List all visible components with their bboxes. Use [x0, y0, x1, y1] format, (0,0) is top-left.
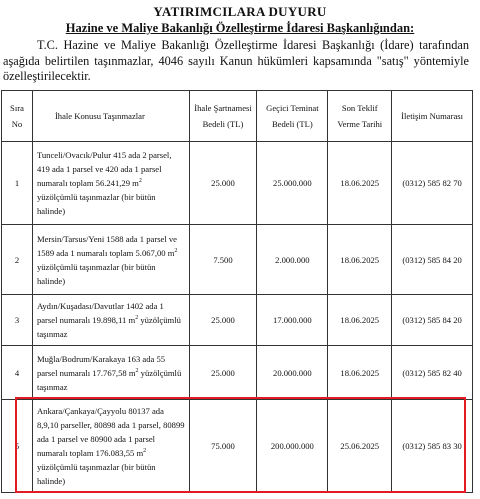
konu-text-post: yüzölçümlü taşınmazlar (bir bütün halinde) — [36, 192, 156, 216]
header-sartname: İhale Şartnamesi Bedeli (TL) — [189, 91, 257, 142]
cell-iletisim: (0312) 585 84 20 — [392, 225, 473, 295]
table-row — [2, 142, 473, 225]
konu-text: Aydın/Kuşadası/Davutlar 1402 ada 1 parsel numaralı 19.898,11 m — [36, 301, 164, 325]
konu-sup: 2 — [135, 367, 139, 374]
page-subtitle: Hazine ve Maliye Bakanlığı Özelleştirme İdaresi Başkanlığından: — [65, 21, 415, 35]
page-title: YATIRIMCILARA DUYURU — [153, 4, 327, 19]
header-iletisim: İletişim Numarası — [392, 91, 473, 142]
konu-text-post: yüzölçümlü taşınmazlar (bir bütün halinde) — [36, 261, 156, 286]
intro-paragraph: T.C. Hazine ve Maliye Bakanlığı Özelleştirme İdaresi Başkanlığı (İdare) tarafından aşağıda belirtilen taşınmazlar, 4046 sayılı Kanun hükümleri kapsamında "satış" yöntemiyle özelleştirilecektir. — [3, 38, 469, 83]
konu-text: Mersin/Tarsus/Yeni 1588 ada 1 parsel ve 1589 ada 1 numaralı toplam 5.067,00 m — [36, 233, 177, 258]
cell-sartname: 25.000 — [189, 295, 257, 346]
cell-teminat: 2.000.000 — [257, 225, 328, 295]
konu-text-post: yüzölçümlü taşınmaz — [36, 367, 182, 392]
table-row — [2, 400, 473, 493]
konu-sup: 2 — [138, 178, 142, 185]
cell-no: 2 — [2, 225, 33, 295]
table-row — [2, 225, 473, 295]
cell-tarih: 18.06.2025 — [328, 346, 392, 400]
tender-table — [1, 90, 473, 493]
cell-no: 4 — [2, 346, 33, 400]
cell-iletisim: (0312) 585 83 30 — [392, 400, 473, 493]
cell-sartname: 25.000 — [189, 346, 257, 400]
cell-tarih: 18.06.2025 — [328, 295, 392, 346]
cell-tarih: 18.06.2025 — [328, 142, 392, 225]
cell-sartname: 7.500 — [189, 225, 257, 295]
cell-konu — [32, 142, 189, 225]
cell-teminat: 17.000.000 — [257, 295, 328, 346]
table-row — [2, 346, 473, 400]
header-konu: İhale Konusu Taşınmazlar — [32, 91, 189, 142]
cell-no: 3 — [2, 295, 33, 346]
cell-teminat: 20.000.000 — [257, 346, 328, 400]
konu-sup: 2 — [143, 448, 147, 455]
cell-tarih: 18.06.2025 — [328, 225, 392, 295]
cell-iletisim: (0312) 585 84 20 — [392, 295, 473, 346]
header-sira: Sıra No — [2, 91, 33, 142]
cell-teminat: 25.000.000 — [257, 142, 328, 225]
header-teminat: Geçici Teminat Bedeli (TL) — [257, 91, 328, 142]
cell-konu — [32, 295, 189, 346]
cell-konu — [32, 225, 189, 295]
konu-text: Ankara/Çankaya/Çayyolu 80137 ada 8,9,10 parseller, 80898 ada 1 parsel, 80899 ada 1 parsel ve 80900 ada 1 parsel numaralı toplam 176.083,55 m — [36, 406, 185, 458]
cell-tarih: 25.06.2025 — [328, 400, 392, 493]
konu-text-post: yüzölçümlü taşınmazlar (bir bütün halinde) — [36, 462, 156, 486]
table-header-row — [2, 91, 473, 142]
cell-teminat: 200.000.000 — [257, 400, 328, 493]
cell-no: 5 — [2, 400, 33, 493]
konu-text-post: yüzölçümlü taşınmaz — [36, 315, 181, 339]
header-tarih: Son Teklif Verme Tarihi — [328, 91, 392, 142]
table-row — [2, 295, 473, 346]
konu-text: Muğla/Bodrum/Karakaya 163 ada 55 parsel numaralı 17.767,58 m — [36, 353, 166, 378]
cell-no: 1 — [2, 142, 33, 225]
cell-sartname: 25.000 — [189, 142, 257, 225]
cell-konu — [32, 400, 189, 493]
cell-sartname: 75.000 — [189, 400, 257, 493]
cell-iletisim: (0312) 585 82 40 — [392, 346, 473, 400]
konu-text: Tunceli/Ovacık/Pulur 415 ada 2 parsel, 419 ada 1 parsel ve 420 ada 1 parsel numaralı toplam 56.241,29 m — [36, 150, 172, 188]
cell-iletisim: (0312) 585 82 70 — [392, 142, 473, 225]
konu-sup: 2 — [135, 315, 139, 322]
konu-sup: 2 — [174, 247, 178, 254]
cell-konu — [32, 346, 189, 400]
